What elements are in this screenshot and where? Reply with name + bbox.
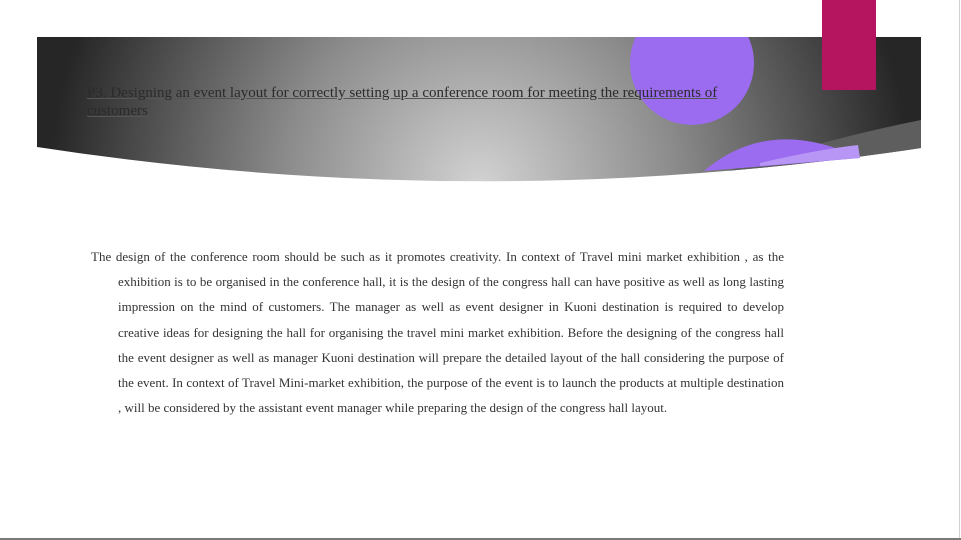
slide-title: P3. Designing an event layout for correctly setting up a conference room for meeting the requirements of customers xyxy=(87,85,718,119)
slide-right-edge xyxy=(959,0,960,540)
body-paragraph: The design of the conference room should be such as it promotes creativity. In context of Travel mini market exhibition , as the exhibition is to be organised in the conference hall, it is the design of the congress hall can have positive as well as long lasting impression on the mind of customers. The manager as well as event designer in Kuoni destination is required to develop creative ideas for designing the hall for organising the travel mini market exhibition. Before the designing of the congress hall the event designer as well as manager Kuoni destination will prepare the detailed layout of the hall considering the purpose of the event. In context of Travel Mini-market exhibition, the purpose of the event is to launch the products at multiple destination , will be considered by the assistant event manager while preparing the design of the congress hall layout. xyxy=(91,249,784,416)
magenta-accent-block xyxy=(822,0,876,90)
